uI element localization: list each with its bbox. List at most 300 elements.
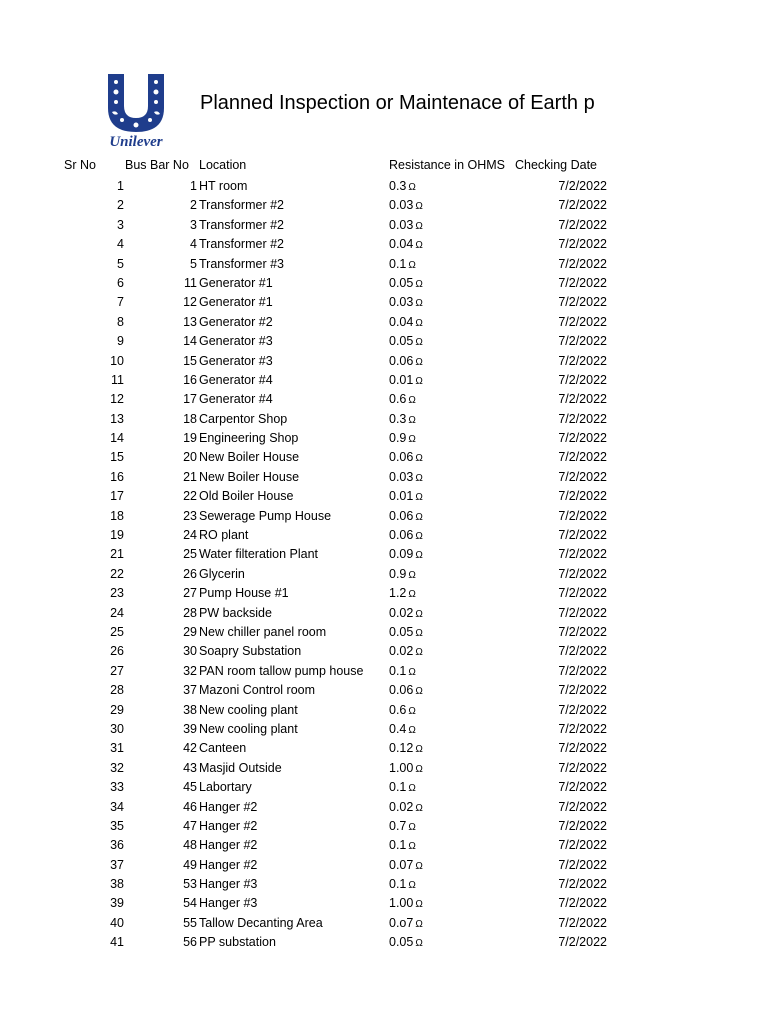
- resistance-cell: [389, 703, 416, 717]
- table-row: [0, 738, 768, 757]
- table-row: [0, 855, 768, 874]
- sr-no-cell: 41: [110, 935, 124, 950]
- location-cell: PP substation: [199, 935, 276, 950]
- checking-date-cell: 7/2/2022: [558, 877, 607, 892]
- table-row: [0, 544, 768, 563]
- bus-bar-no-cell: 1: [190, 179, 197, 193]
- bus-bar-no-cell: 48: [183, 838, 197, 853]
- checking-date-cell: 7/2/2022: [558, 586, 607, 601]
- table-row: [0, 331, 768, 350]
- sr-no-cell: 12: [110, 392, 124, 407]
- location-cell: Carpentor Shop: [199, 411, 288, 426]
- ohm-icon: Ω: [408, 182, 416, 193]
- checking-date-cell: 7/2/2022: [558, 450, 607, 465]
- bus-bar-no-cell: 27: [183, 586, 197, 601]
- resistance-value: 0.1: [389, 663, 407, 678]
- location-cell: Masjid Outside: [199, 760, 282, 775]
- location-cell: Canteen: [199, 741, 247, 756]
- sr-no-cell: 1: [117, 179, 124, 193]
- checking-date-cell: 7/2/2022: [558, 508, 607, 523]
- ohm-icon: Ω: [415, 240, 423, 252]
- location-cell: Generator #4: [199, 392, 273, 407]
- sr-no-cell: 18: [110, 508, 124, 523]
- sr-no-cell: 17: [110, 489, 124, 504]
- location-cell: Transformer #3: [199, 256, 284, 271]
- sr-no-cell: 6: [117, 275, 124, 290]
- table-row: [0, 292, 768, 311]
- checking-date-cell: 7/2/2022: [558, 295, 607, 310]
- bus-bar-no-cell: 20: [183, 450, 197, 465]
- bus-bar-no-cell: 15: [183, 353, 197, 368]
- checking-date-cell: 7/2/2022: [558, 198, 607, 213]
- checking-date-cell: 7/2/2022: [558, 547, 607, 562]
- sr-no-cell: 19: [110, 528, 124, 543]
- location-cell: Pump House #1: [199, 586, 289, 601]
- resistance-cell: [389, 664, 416, 678]
- ohm-icon: Ω: [408, 589, 416, 601]
- resistance-cell: [389, 896, 423, 910]
- ohm-icon: Ω: [415, 492, 423, 504]
- header-sr-no: Sr No: [64, 158, 96, 172]
- checking-date-cell: 7/2/2022: [558, 760, 607, 775]
- bus-bar-no-cell: 23: [183, 508, 197, 523]
- ohm-icon: Ω: [415, 317, 423, 329]
- ohm-icon: Ω: [415, 220, 423, 232]
- checking-date-cell: 7/2/2022: [558, 935, 607, 950]
- sr-no-cell: 29: [110, 702, 124, 717]
- resistance-value: 0.1: [389, 838, 407, 853]
- bus-bar-no-cell: 19: [183, 431, 197, 446]
- location-cell: PAN room tallow pump house: [199, 663, 364, 678]
- ohm-icon: Ω: [415, 453, 423, 465]
- bus-bar-no-cell: 53: [183, 877, 197, 892]
- resistance-cell: [389, 644, 423, 658]
- resistance-value: 0.4: [389, 721, 407, 736]
- checking-date-cell: 7/2/2022: [558, 392, 607, 407]
- sr-no-cell: 34: [110, 799, 124, 814]
- checking-date-cell: 7/2/2022: [558, 857, 607, 872]
- sr-no-cell: 23: [110, 586, 124, 601]
- table-row: [0, 176, 768, 195]
- sr-no-cell: 3: [117, 217, 124, 232]
- resistance-value: 0.01: [389, 489, 414, 504]
- ohm-icon: Ω: [415, 686, 423, 698]
- sr-no-cell: 4: [117, 237, 124, 252]
- table-row: [0, 254, 768, 273]
- sr-no-cell: 14: [110, 431, 124, 446]
- resistance-cell: [389, 431, 416, 445]
- table-row: [0, 603, 768, 622]
- ohm-icon: Ω: [408, 705, 416, 717]
- ohm-icon: Ω: [415, 531, 423, 543]
- bus-bar-no-cell: 5: [190, 256, 197, 271]
- resistance-value: 0.12: [389, 741, 414, 756]
- resistance-value: 0.05: [389, 334, 414, 349]
- resistance-value: 0.05: [389, 275, 414, 290]
- location-cell: Old Boiler House: [199, 489, 294, 504]
- table-row: [0, 351, 768, 370]
- table-row: [0, 893, 768, 912]
- bus-bar-no-cell: 54: [183, 896, 197, 911]
- sr-no-cell: 27: [110, 663, 124, 678]
- location-cell: Hanger #3: [199, 877, 258, 892]
- resistance-value: 0.3: [389, 179, 407, 193]
- bus-bar-no-cell: 2: [190, 198, 197, 213]
- sr-no-cell: 35: [110, 818, 124, 833]
- resistance-value: 1.00: [389, 896, 414, 911]
- checking-date-cell: 7/2/2022: [558, 314, 607, 329]
- ohm-icon: Ω: [415, 550, 423, 562]
- sr-no-cell: 2: [117, 198, 124, 213]
- sr-no-cell: 21: [110, 547, 124, 562]
- resistance-value: 0.02: [389, 605, 414, 620]
- resistance-cell: [389, 276, 423, 290]
- location-cell: Hanger #3: [199, 896, 258, 911]
- resistance-cell: [389, 450, 423, 464]
- resistance-value: 0.09: [389, 547, 414, 562]
- resistance-value: 0.02: [389, 644, 414, 659]
- resistance-cell: [389, 509, 423, 523]
- checking-date-cell: 7/2/2022: [558, 721, 607, 736]
- ohm-icon: Ω: [415, 356, 423, 368]
- checking-date-cell: 7/2/2022: [558, 838, 607, 853]
- location-cell: Glycerin: [199, 566, 245, 581]
- resistance-value: 0.02: [389, 799, 414, 814]
- resistance-cell: [389, 741, 423, 755]
- table-row: [0, 525, 768, 544]
- bus-bar-no-cell: 11: [184, 275, 197, 290]
- resistance-value: 0.1: [389, 256, 407, 271]
- bus-bar-no-cell: 42: [183, 741, 197, 756]
- checking-date-cell: 7/2/2022: [558, 256, 607, 271]
- checking-date-cell: 7/2/2022: [558, 818, 607, 833]
- table-row: [0, 486, 768, 505]
- sr-no-cell: 39: [110, 896, 124, 911]
- resistance-cell: [389, 877, 416, 891]
- bus-bar-no-cell: 47: [183, 818, 197, 833]
- location-cell: Engineering Shop: [199, 431, 299, 446]
- location-cell: Generator #3: [199, 353, 273, 368]
- ohm-icon: Ω: [408, 569, 416, 581]
- resistance-cell: [389, 412, 416, 426]
- ohm-icon: Ω: [415, 938, 423, 950]
- checking-date-cell: 7/2/2022: [558, 431, 607, 446]
- bus-bar-no-cell: 38: [183, 702, 197, 717]
- resistance-cell: [389, 838, 416, 852]
- sr-no-cell: 28: [110, 683, 124, 698]
- table-row: [0, 428, 768, 447]
- resistance-value: 0.05: [389, 935, 414, 950]
- ohm-icon: Ω: [408, 666, 416, 678]
- checking-date-cell: 7/2/2022: [558, 605, 607, 620]
- location-cell: Hanger #2: [199, 818, 258, 833]
- resistance-value: 1.00: [389, 760, 414, 775]
- ohm-icon: Ω: [415, 201, 423, 213]
- resistance-value: 0.03: [389, 469, 414, 484]
- ohm-icon: Ω: [415, 802, 423, 814]
- bus-bar-no-cell: 26: [183, 566, 197, 581]
- ohm-icon: Ω: [415, 375, 423, 387]
- sr-no-cell: 16: [110, 469, 124, 484]
- location-cell: Hanger #2: [199, 838, 258, 853]
- resistance-value: 0.04: [389, 237, 414, 252]
- location-cell: Generator #1: [199, 275, 273, 290]
- sr-no-cell: 30: [110, 721, 124, 736]
- resistance-value: 0.06: [389, 683, 414, 698]
- ohm-icon: Ω: [415, 860, 423, 872]
- location-cell: RO plant: [199, 528, 249, 543]
- resistance-cell: [389, 800, 423, 814]
- sr-no-cell: 36: [110, 838, 124, 853]
- location-cell: Transformer #2: [199, 237, 284, 252]
- resistance-value: 0.6: [389, 392, 407, 407]
- resistance-value: 0.03: [389, 198, 414, 213]
- location-cell: HT room: [199, 179, 248, 193]
- ohm-icon: Ω: [408, 880, 416, 892]
- bus-bar-no-cell: 13: [183, 314, 197, 329]
- table-row: [0, 447, 768, 466]
- location-cell: Labortary: [199, 780, 252, 795]
- location-cell: PW backside: [199, 605, 272, 620]
- checking-date-cell: 7/2/2022: [558, 353, 607, 368]
- resistance-cell: [389, 586, 416, 600]
- sr-no-cell: 11: [111, 372, 124, 387]
- sr-no-cell: 5: [117, 256, 124, 271]
- table-row: [0, 680, 768, 699]
- location-cell: Hanger #2: [199, 857, 258, 872]
- resistance-value: 1.2: [389, 586, 407, 601]
- resistance-cell: [389, 489, 423, 503]
- resistance-value: 0.9: [389, 566, 407, 581]
- resistance-cell: [389, 315, 423, 329]
- unilever-logo: [100, 72, 172, 154]
- table-row: [0, 622, 768, 641]
- checking-date-cell: 7/2/2022: [558, 702, 607, 717]
- resistance-value: 0.03: [389, 295, 414, 310]
- checking-date-cell: 7/2/2022: [558, 411, 607, 426]
- ohm-icon: Ω: [415, 298, 423, 310]
- location-cell: Hanger #2: [199, 799, 258, 814]
- resistance-value: 0.05: [389, 624, 414, 639]
- ohm-icon: Ω: [415, 899, 423, 911]
- ohm-icon: Ω: [408, 259, 416, 271]
- ohm-icon: Ω: [408, 783, 416, 795]
- resistance-value: 0.07: [389, 857, 414, 872]
- table-row: [0, 913, 768, 932]
- sr-no-cell: 7: [117, 295, 124, 310]
- checking-date-cell: 7/2/2022: [558, 644, 607, 659]
- sr-no-cell: 8: [117, 314, 124, 329]
- table-row: [0, 273, 768, 292]
- bus-bar-no-cell: 22: [183, 489, 197, 504]
- header-location: Location: [199, 158, 247, 172]
- bus-bar-no-cell: 21: [183, 469, 197, 484]
- sr-no-cell: 33: [110, 780, 124, 795]
- location-cell: Sewerage Pump House: [199, 508, 332, 523]
- ohm-icon: Ω: [415, 472, 423, 484]
- checking-date-cell: 7/2/2022: [558, 915, 607, 930]
- sr-no-cell: 32: [110, 760, 124, 775]
- checking-date-cell: 7/2/2022: [558, 237, 607, 252]
- ohm-icon: Ω: [408, 434, 416, 446]
- resistance-value: 0.06: [389, 450, 414, 465]
- bus-bar-no-cell: 43: [183, 760, 197, 775]
- location-cell: Soapry Substation: [199, 644, 302, 659]
- resistance-cell: [389, 354, 423, 368]
- sr-no-cell: 37: [110, 857, 124, 872]
- resistance-value: 0.04: [389, 314, 414, 329]
- table-row: [0, 835, 768, 854]
- resistance-value: 0.3: [389, 411, 407, 426]
- bus-bar-no-cell: 39: [183, 721, 197, 736]
- resistance-value: 0.06: [389, 353, 414, 368]
- location-cell: Generator #2: [199, 314, 273, 329]
- checking-date-cell: 7/2/2022: [558, 179, 607, 193]
- resistance-cell: [389, 547, 423, 561]
- checking-date-cell: 7/2/2022: [558, 683, 607, 698]
- sr-no-cell: 38: [110, 877, 124, 892]
- resistance-cell: [389, 819, 416, 833]
- sr-no-cell: 22: [110, 566, 124, 581]
- table-row: [0, 506, 768, 525]
- header-resistance: Resistance in OHMS: [389, 158, 506, 172]
- resistance-value: 0.1: [389, 877, 407, 892]
- bus-bar-no-cell: 3: [190, 217, 197, 232]
- page-title: Planned Inspection or Maintenace of Earth p: [200, 92, 595, 114]
- resistance-cell: [389, 935, 423, 949]
- bus-bar-no-cell: 4: [190, 237, 197, 252]
- checking-date-cell: 7/2/2022: [558, 799, 607, 814]
- table-row: [0, 389, 768, 408]
- resistance-cell: [389, 567, 416, 581]
- bus-bar-no-cell: 49: [183, 857, 197, 872]
- resistance-cell: [389, 625, 423, 639]
- resistance-cell: [389, 334, 423, 348]
- logo-wordmark: Unilever: [109, 134, 163, 150]
- location-cell: Generator #1: [199, 295, 273, 310]
- resistance-cell: [389, 218, 423, 232]
- location-cell: Generator #4: [199, 372, 273, 387]
- sr-no-cell: 26: [110, 644, 124, 659]
- resistance-value: 0.6: [389, 702, 407, 717]
- checking-date-cell: 7/2/2022: [558, 528, 607, 543]
- table-row: [0, 312, 768, 331]
- location-cell: New cooling plant: [199, 702, 298, 717]
- location-cell: New cooling plant: [199, 721, 298, 736]
- ohm-icon: Ω: [415, 647, 423, 659]
- bus-bar-no-cell: 56: [183, 935, 197, 950]
- resistance-cell: [389, 237, 423, 251]
- ohm-icon: Ω: [415, 763, 423, 775]
- resistance-value: 0.9: [389, 431, 407, 446]
- bus-bar-no-cell: 14: [183, 334, 197, 349]
- checking-date-cell: 7/2/2022: [558, 489, 607, 504]
- checking-date-cell: 7/2/2022: [558, 780, 607, 795]
- checking-date-cell: 7/2/2022: [558, 896, 607, 911]
- location-cell: Tallow Decanting Area: [199, 915, 323, 930]
- resistance-value: 0.03: [389, 217, 414, 232]
- table-row: [0, 641, 768, 660]
- table-row: [0, 215, 768, 234]
- resistance-cell: [389, 392, 416, 406]
- table-row: [0, 719, 768, 738]
- table-row: [0, 195, 768, 214]
- sr-no-cell: 25: [110, 624, 124, 639]
- table-row: [0, 661, 768, 680]
- table-row: [0, 932, 768, 951]
- resistance-value: 0.06: [389, 508, 414, 523]
- resistance-cell: [389, 606, 423, 620]
- resistance-cell: [389, 470, 423, 484]
- ohm-icon: Ω: [415, 918, 423, 930]
- ohm-icon: Ω: [415, 627, 423, 639]
- resistance-value: 0.1: [389, 780, 407, 795]
- ohm-icon: Ω: [415, 278, 423, 290]
- sr-no-cell: 31: [110, 741, 124, 756]
- header-checking-date: Checking Date: [515, 158, 597, 172]
- location-cell: Transformer #2: [199, 198, 284, 213]
- sr-no-cell: 9: [117, 334, 124, 349]
- table-row: [0, 564, 768, 583]
- sr-no-cell: 15: [110, 450, 124, 465]
- resistance-cell: [389, 916, 423, 930]
- unilever-u-icon: [100, 72, 172, 134]
- bus-bar-no-cell: 28: [183, 605, 197, 620]
- resistance-cell: [389, 858, 423, 872]
- resistance-value: 0.06: [389, 528, 414, 543]
- table-row: [0, 816, 768, 835]
- table-row: [0, 874, 768, 893]
- bus-bar-no-cell: 17: [183, 392, 197, 407]
- sr-no-cell: 13: [110, 411, 124, 426]
- checking-date-cell: 7/2/2022: [558, 372, 607, 387]
- bus-bar-no-cell: 46: [183, 799, 197, 814]
- location-cell: Water filteration Plant: [199, 547, 319, 562]
- location-cell: New Boiler House: [199, 469, 300, 484]
- ohm-icon: Ω: [408, 821, 416, 833]
- location-cell: New Boiler House: [199, 450, 300, 465]
- table-row: [0, 700, 768, 719]
- bus-bar-no-cell: 30: [183, 644, 197, 659]
- location-cell: Generator #3: [199, 334, 273, 349]
- checking-date-cell: 7/2/2022: [558, 663, 607, 678]
- sr-no-cell: 40: [110, 915, 124, 930]
- resistance-cell: [389, 761, 423, 775]
- sr-no-cell: 10: [110, 353, 124, 368]
- checking-date-cell: 7/2/2022: [558, 217, 607, 232]
- bus-bar-no-cell: 24: [183, 528, 197, 543]
- table-row: [0, 777, 768, 796]
- checking-date-cell: 7/2/2022: [558, 469, 607, 484]
- location-cell: Mazoni Control room: [199, 683, 316, 698]
- ohm-icon: Ω: [415, 744, 423, 756]
- location-cell: New chiller panel room: [199, 624, 327, 639]
- bus-bar-no-cell: 16: [183, 372, 197, 387]
- table-row: [0, 583, 768, 602]
- ohm-icon: Ω: [408, 395, 416, 407]
- table-row: [0, 758, 768, 777]
- resistance-cell: [389, 683, 423, 697]
- checking-date-cell: 7/2/2022: [558, 741, 607, 756]
- bus-bar-no-cell: 25: [183, 547, 197, 562]
- checking-date-cell: 7/2/2022: [558, 334, 607, 349]
- resistance-cell: [389, 780, 416, 794]
- ohm-icon: Ω: [408, 724, 416, 736]
- location-cell: Transformer #2: [199, 217, 284, 232]
- resistance-cell: [389, 722, 416, 736]
- checking-date-cell: 7/2/2022: [558, 624, 607, 639]
- bus-bar-no-cell: 45: [183, 780, 197, 795]
